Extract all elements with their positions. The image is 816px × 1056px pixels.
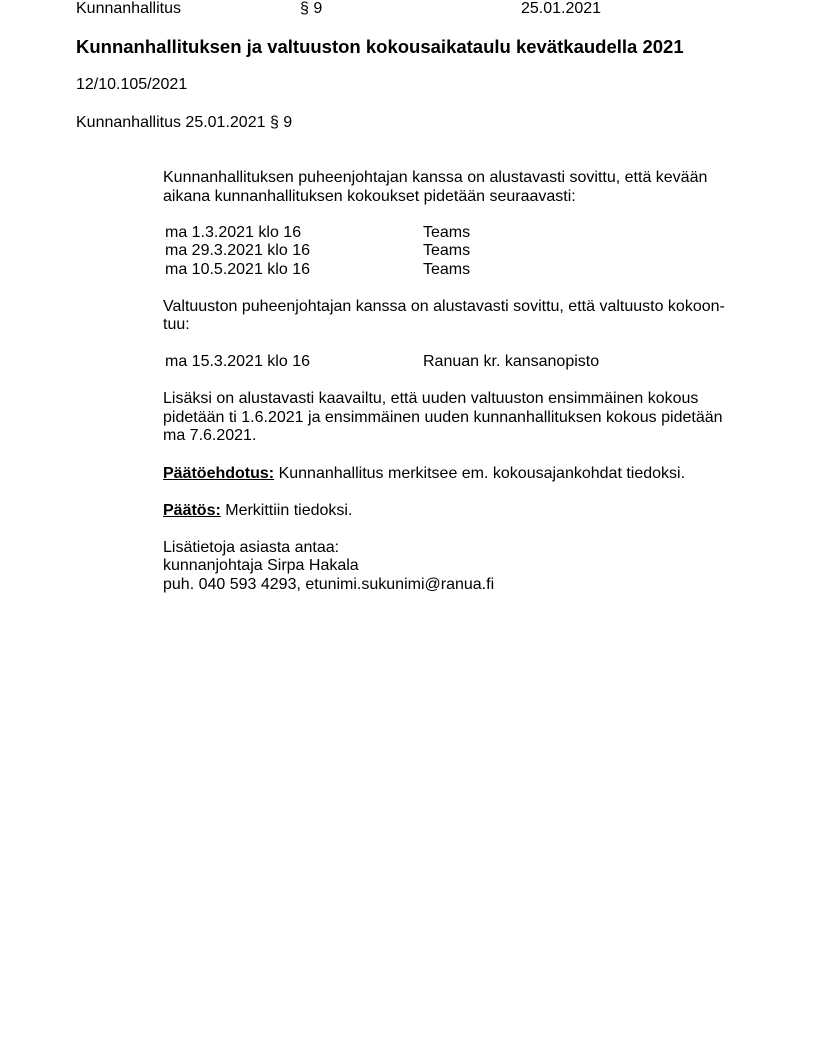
proposal-label: Päätöehdotus:: [163, 465, 275, 482]
paragraph-3-line: ma 7.6.2021.: [163, 427, 257, 444]
board-meeting-place: Teams: [423, 224, 471, 241]
diary-number: 12/10.105/2021: [76, 76, 188, 93]
board-meeting-place: Teams: [423, 242, 471, 259]
decision-text: Merkittiin tiedoksi.: [220, 502, 353, 519]
board-meeting-date: ma 29.3.2021 klo 16: [165, 242, 310, 259]
header-section: § 9: [300, 0, 323, 17]
council-meeting-date: ma 15.3.2021 klo 16: [165, 353, 310, 370]
meeting-reference: Kunnanhallitus 25.01.2021 § 9: [76, 114, 293, 131]
paragraph-1-line: Kunnanhallituksen puheenjohtajan kanssa on alustavasti sovittu, että kevään: [163, 169, 708, 186]
board-meeting-place: Teams: [423, 261, 471, 278]
decision-label: Päätös:: [163, 502, 221, 519]
paragraph-3-line: Lisäksi on alustavasti kaavailtu, että uuden valtuuston ensimmäinen kokous: [163, 390, 699, 407]
board-meeting-date: ma 1.3.2021 klo 16: [165, 224, 302, 241]
paragraph-3-line: pidetään ti 1.6.2021 ja ensimmäinen uuden kunnanhallituksen kokous pidetään: [163, 409, 723, 426]
board-meeting-date: ma 10.5.2021 klo 16: [165, 261, 310, 278]
contact-line: Lisätietoja asiasta antaa:: [163, 539, 340, 556]
header-body: Kunnanhallitus: [76, 0, 181, 17]
decision: [163, 502, 352, 520]
council-meeting-place: Ranuan kr. kansanopisto: [423, 353, 600, 370]
paragraph-1-line: aikana kunnanhallituksen kokoukset pidetään seuraavasti:: [163, 188, 576, 205]
contact-line: kunnanjohtaja Sirpa Hakala: [163, 557, 359, 574]
proposal: [163, 465, 685, 483]
contact-line: puh. 040 593 4293, etunimi.sukunimi@ranua.fi: [163, 576, 495, 593]
paragraph-2-line: tuu:: [163, 316, 190, 333]
proposal-text: Kunnanhallitus merkitsee em. kokousajankohdat tiedoksi.: [274, 465, 686, 482]
page-title: Kunnanhallituksen ja valtuuston kokousaikataulu kevätkaudella 2021: [76, 36, 684, 57]
header-date: 25.01.2021: [521, 0, 602, 17]
paragraph-2-line: Valtuuston puheenjohtajan kanssa on alustavasti sovittu, että valtuusto kokoon-: [163, 298, 725, 315]
